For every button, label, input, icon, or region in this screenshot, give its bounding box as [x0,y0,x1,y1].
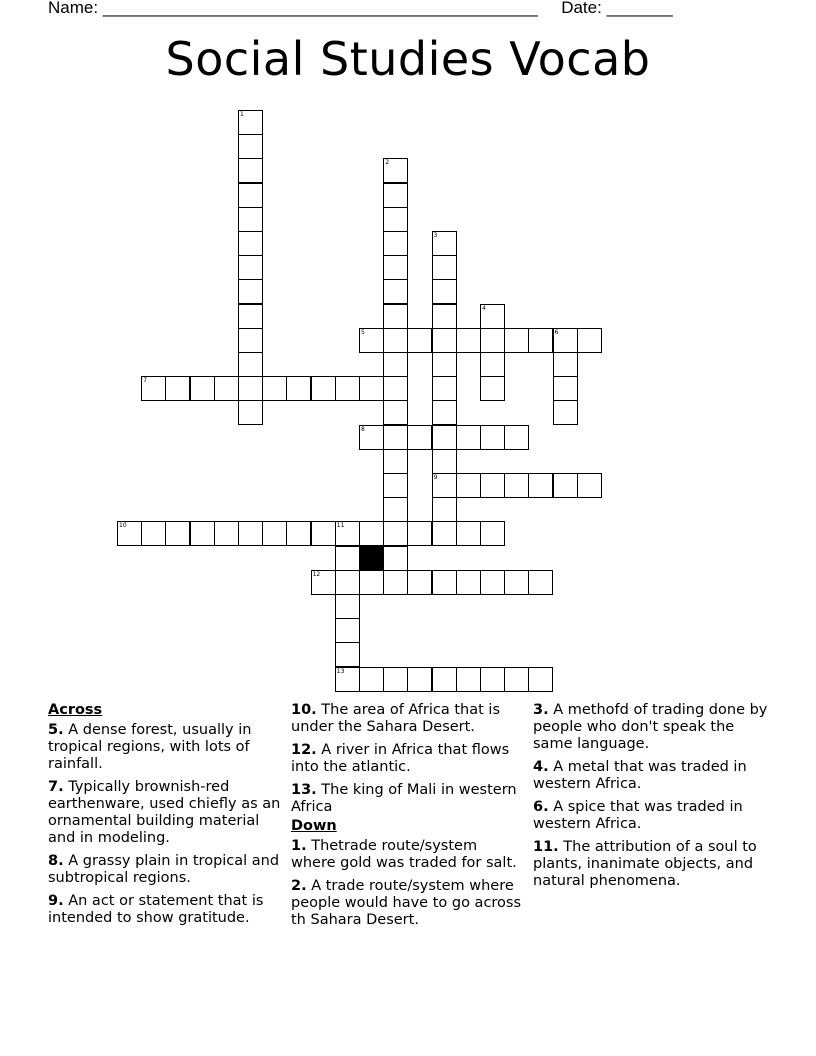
crossword-cell[interactable] [383,449,408,474]
crossword-cell[interactable] [335,594,360,619]
crossword-cell[interactable] [383,376,408,401]
clue-down-1 [291,838,526,872]
clue-text: An act or statement that is intended to show gratitude. [48,893,264,926]
crossword-cell[interactable] [311,570,336,595]
clue-number-label: 6 [554,328,559,336]
clue-text: The area of Africa that is under the Sahara Desert. [291,702,501,735]
clue-down-11 [533,839,773,890]
crossword-cell[interactable] [383,207,408,232]
crossword-cell[interactable] [432,231,457,256]
date-label: Date: [561,0,602,17]
crossword-cell[interactable] [480,304,505,329]
crossword-cell[interactable] [432,449,457,474]
crossword-cell[interactable] [553,473,578,498]
crossword-cell[interactable] [504,667,529,692]
clue-number-label: 5 [361,328,365,336]
clue-number: 12. [291,742,317,758]
clue-number: 3. [533,702,549,718]
crossword-cell[interactable] [504,328,529,353]
clue-text: Typically brownish-red earthenware, used chiefly as an ornamental building material and in modeling. [48,779,281,846]
crossword-cell[interactable] [383,400,408,425]
crossword-cell[interactable] [456,425,481,450]
clues-column-1 [48,702,283,933]
crossword-cell[interactable] [383,328,408,353]
crossword-cell[interactable] [432,497,457,522]
crossword-cell[interactable] [432,352,457,377]
crossword-cell[interactable] [383,255,408,280]
crossword-cell[interactable] [311,376,336,401]
crossword-cell[interactable] [504,473,529,498]
clue-number: 10. [291,702,317,718]
clue-across-8 [48,853,283,887]
crossword-cell[interactable] [456,473,481,498]
clue-text: A grassy plain in tropical and subtropical regions. [48,853,280,886]
clue-text: A spice that was traded in western Africa. [533,799,743,832]
crossword-cell[interactable] [383,279,408,304]
crossword-cell[interactable] [432,400,457,425]
crossword-cell[interactable] [335,546,360,571]
clue-across-9 [48,893,283,927]
name-label: Name: [48,0,99,17]
crossword-cell[interactable] [553,400,578,425]
crossword-cell[interactable] [383,497,408,522]
crossword-cell[interactable] [238,255,263,280]
crossword-cell[interactable] [432,304,457,329]
crossword-cell[interactable] [456,667,481,692]
crossword-cell[interactable] [286,521,311,546]
clue-number: 6. [533,799,549,815]
clue-text: The king of Mali in western Africa [291,782,517,815]
name-line[interactable]: ______________________________________________ [102,0,538,17]
crossword-cell[interactable] [214,521,239,546]
crossword-cell[interactable] [383,473,408,498]
clue-text: A river in Africa that flows into the atlantic. [291,742,510,775]
crossword-cell[interactable] [383,183,408,208]
clue-text: A metal that was traded in western Africa. [533,759,747,792]
clue-number: 9. [48,893,64,909]
clue-text: A trade route/system where people would have to go across th Sahara Desert. [291,878,522,928]
crossword-cell[interactable] [528,570,553,595]
crossword-cell[interactable] [504,425,529,450]
crossword-cell[interactable] [335,570,360,595]
clue-number-label: 8 [361,425,365,433]
crossword-cell[interactable] [262,521,287,546]
clue-across-12 [291,742,526,776]
crossword-cell[interactable] [383,158,408,183]
crossword-cell[interactable] [286,376,311,401]
clue-number-label: 13 [336,667,345,675]
clue-down-2 [291,878,526,929]
crossword-cell[interactable] [141,376,166,401]
crossword-cell[interactable] [432,425,457,450]
crossword-cell[interactable] [383,546,408,571]
clues-column-2 [291,702,526,935]
crossword-cell[interactable] [553,328,578,353]
crossword-cell[interactable] [238,328,263,353]
crossword-cell[interactable] [553,352,578,377]
crossword-cell[interactable] [238,207,263,232]
clue-number: 1. [291,838,307,854]
crossword-cell[interactable] [432,255,457,280]
crossword-cell[interactable] [383,352,408,377]
clue-down-3 [533,702,773,753]
crossword-cell[interactable] [359,328,384,353]
crossword-cell[interactable] [238,279,263,304]
crossword-cell[interactable] [141,521,166,546]
clue-number-label: 11 [336,522,345,530]
crossword-cell[interactable] [528,328,553,353]
clue-text: The attribution of a soul to plants, inanimate objects, and natural phenomena. [533,839,757,889]
clue-text: A dense forest, usually in tropical regions, with lots of rainfall. [48,722,252,772]
clues-column-3 [533,702,773,896]
crossword-cell[interactable] [238,110,263,135]
across-heading: Across [48,702,103,718]
crossword-cell[interactable] [480,376,505,401]
crossword-cell[interactable] [238,352,263,377]
crossword-cell[interactable] [238,158,263,183]
crossword-cell[interactable] [456,328,481,353]
clue-number-label: 7 [143,377,148,385]
crossword-cell[interactable] [383,667,408,692]
crossword-cell[interactable] [165,521,190,546]
crossword-cell[interactable] [383,304,408,329]
crossword-cell[interactable] [480,667,505,692]
clue-number: 7. [48,779,64,795]
black-square [359,546,384,571]
crossword-cell[interactable] [335,618,360,643]
crossword-cell[interactable] [407,667,432,692]
crossword-cell[interactable] [432,376,457,401]
crossword-cell[interactable] [335,376,360,401]
clue-across-10 [291,702,526,736]
clue-number-label: 10 [119,522,127,530]
clue-number: 4. [533,759,549,775]
crossword-cell[interactable] [480,521,505,546]
crossword-cell[interactable] [456,570,481,595]
clue-number-label: 3 [433,232,438,239]
crossword-cell[interactable] [456,521,481,546]
crossword-cell[interactable] [407,521,432,546]
crossword-cell[interactable] [238,183,263,208]
clue-down-6 [533,799,773,833]
crossword-cell[interactable] [359,521,384,546]
crossword-cell[interactable] [359,376,384,401]
clue-text: Thetrade route/system where gold was traded for salt. [291,838,517,871]
name-date-header [48,0,673,18]
clue-number-label: 1 [240,111,244,118]
clue-number: 8. [48,853,64,869]
clue-number: 2. [291,878,307,894]
crossword-cell[interactable] [577,473,602,498]
crossword-cell[interactable] [407,425,432,450]
clue-number: 5. [48,722,64,738]
down-heading: Down [291,818,337,834]
crossword-cell[interactable] [214,376,239,401]
crossword-cell[interactable] [359,667,384,692]
crossword-cell[interactable] [432,279,457,304]
crossword-cell[interactable] [432,473,457,498]
clue-across-5 [48,722,283,773]
crossword-cell[interactable] [238,400,263,425]
crossword-cell[interactable] [190,521,215,546]
crossword-cell[interactable] [528,667,553,692]
crossword-cell[interactable] [504,570,529,595]
crossword-cell[interactable] [383,425,408,450]
crossword-cell[interactable] [238,376,263,401]
crossword-cell[interactable] [238,304,263,329]
clue-number: 13. [291,782,317,798]
crossword-cell[interactable] [553,376,578,401]
clue-number-label: 9 [433,474,438,481]
clue-across-7 [48,779,283,847]
crossword-cell[interactable] [335,521,360,546]
date-line[interactable]: _______ [606,0,673,17]
clue-down-4 [533,759,773,793]
crossword-cell[interactable] [383,570,408,595]
crossword-cell[interactable] [238,521,263,546]
crossword-cell[interactable] [577,328,602,353]
crossword-cell[interactable] [383,521,408,546]
clue-text: A methofd of trading done by people who don't speak the same language. [533,702,768,752]
crossword-cell[interactable] [359,570,384,595]
clue-number-label: 12 [312,570,321,578]
crossword-cell[interactable] [528,473,553,498]
crossword-cell[interactable] [480,473,505,498]
crossword-cell[interactable] [407,328,432,353]
crossword-cell[interactable] [480,570,505,595]
crossword-cell[interactable] [262,376,287,401]
crossword-cell[interactable] [383,231,408,256]
crossword-cell[interactable] [432,667,457,692]
crossword-cell[interactable] [480,352,505,377]
clue-number-label: 2 [385,159,390,167]
clue-number: 11. [533,839,559,855]
crossword-cell[interactable] [335,642,360,667]
crossword-cell[interactable] [480,425,505,450]
clue-number-label: 4 [482,304,486,312]
crossword-cell[interactable] [238,134,263,159]
crossword-cell[interactable] [432,570,457,595]
crossword-cell[interactable] [407,570,432,595]
clue-across-13 [291,782,526,816]
crossword-cell[interactable] [432,328,457,353]
crossword-cell[interactable] [190,376,215,401]
crossword-cell[interactable] [238,231,263,256]
page-title: Social Studies Vocab [165,32,651,86]
crossword-cell[interactable] [117,521,142,546]
crossword-cell[interactable] [311,521,336,546]
crossword-cell[interactable] [480,328,505,353]
crossword-cell[interactable] [165,376,190,401]
crossword-cell[interactable] [359,425,384,450]
crossword-cell[interactable] [432,521,457,546]
crossword-cell[interactable] [335,667,360,692]
